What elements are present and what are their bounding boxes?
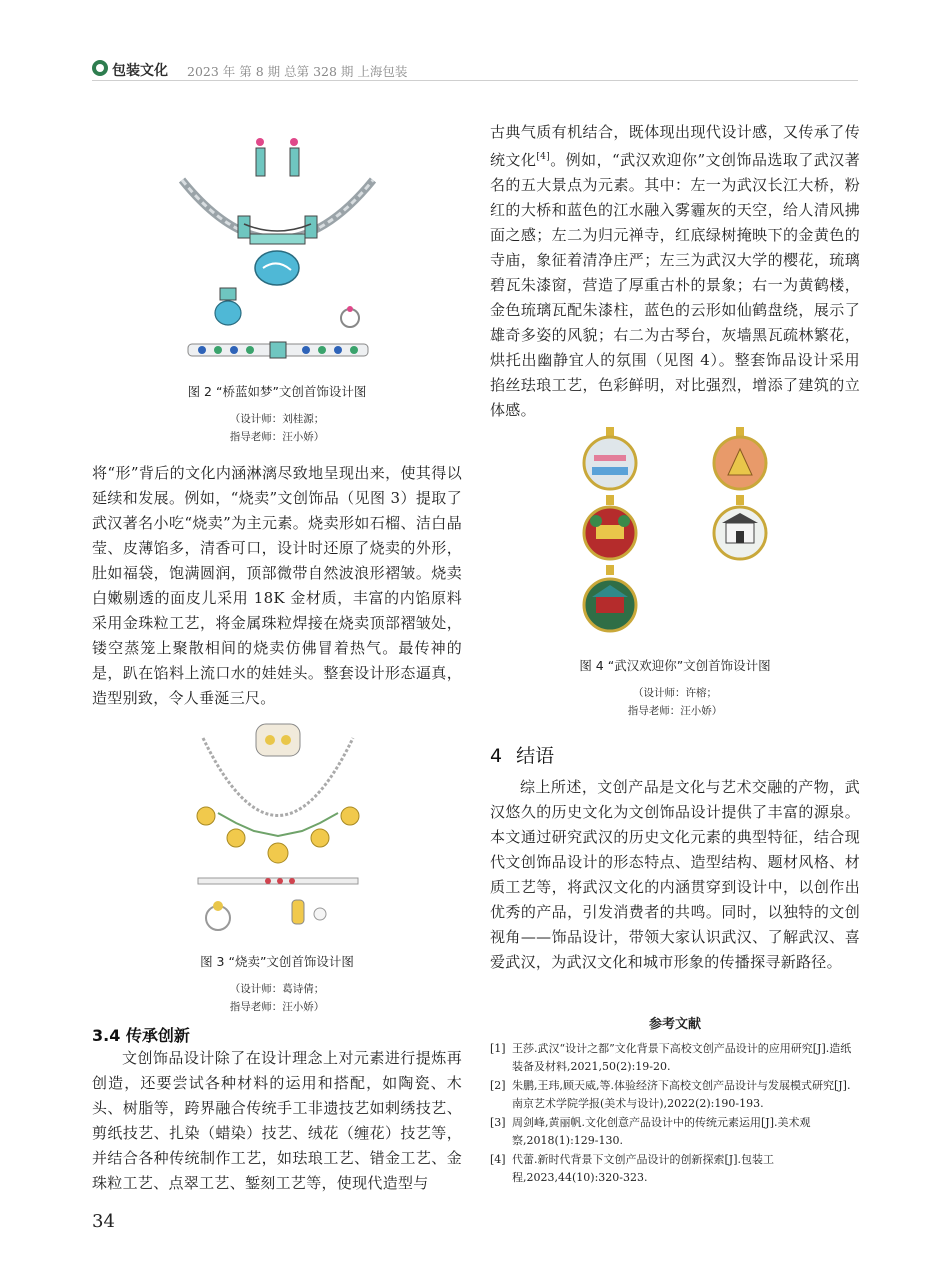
conclusion-text: 综上所述，文创产品是文化与艺术交融的产物，武汉悠久的历史文化为文创饰品设计提供了丰富的源泉。本文通过研究武汉的历史文化元素的典型特征，结合现代文创饰品设计的形态特点、造型结构、题材风格、材质工艺等，将武汉文化的内涵贯穿到设计中，以创作出优秀的产品，引发消费者的共鸣。同时，以独特的文创视角——饰品设计，带领大家认识武汉、了解武汉、喜爱武汉，为武汉文化和城市形象的传播探寻新路径。 [490,778,860,971]
pendant [255,251,299,285]
journal-logo-icon [92,60,108,76]
figure-2-credit [92,410,462,446]
reference-text: 周剑峰,黄丽帆.文化创意产品设计中的传统元素运用[J].美术观察,2018(1):129-130. [512,1116,811,1147]
references-list [490,1040,860,1188]
pendant-wuhan-university [584,565,636,631]
figure-4-advisor: 指导老师：汪小娇） [627,705,723,717]
reference-item [490,1040,860,1076]
shaomai-pendant [268,843,288,863]
figure-3-credit [92,980,462,1016]
section-4-label: 结语 [516,745,555,767]
body-paragraph-wuhan [490,120,860,423]
figure-4-image [580,425,780,645]
reference-text: 朱鹏,王玮,顾天威,等.体验经济下高校文创产品设计与发展模式研究[J].南京艺术学院学报(美术与设计),2022(2):190-193. [512,1079,851,1110]
section-name: 包装文化 [112,63,168,79]
section-3-4-title: 3.4 传承创新 [92,1026,190,1045]
figure-2-designer: （设计师：刘桂源； [229,413,325,425]
section-4-number: 4 [490,745,503,767]
figure-4-designer: （设计师：许榕； [633,687,717,699]
earring [292,900,304,924]
reference-number: [4] [490,1153,506,1166]
figure-2-caption: 图 2 “桥蓝如梦”文创首饰设计图 [187,384,367,399]
figure-4-credit [490,684,860,720]
figure-4-caption: 图 4 “武汉欢迎你”文创首饰设计图 [579,658,771,673]
reference-item [490,1114,860,1150]
section-3-4-text: 文创饰品设计除了在设计理念上对元素进行提炼再创造，还要尝试各种材料的运用和搭配，如陶瓷、木头、树脂等，跨界融合传统手工非遗技艺如剌绣技艺、剪纸技艺、扎染（蜡染）技艺、绒花（缠花）技艺等，并结合各种传统制作工艺，如珐琅工艺、错金工艺、金珠粒工艺、点翠工艺、錾刻工艺等，使现代造型与 [92,1049,462,1192]
reference-text: 代蕾.新时代背景下文创产品设计的创新探索[J].包装工程,2023,44(10):320-323. [512,1153,774,1184]
figure-3-image [188,718,368,943]
pendant-yangtze-bridge [584,427,636,489]
citation-4: [4] [536,152,551,162]
figure-2-advisor: 指导老师：汪小娇） [229,431,325,443]
running-header [92,58,858,81]
reference-number: [1] [490,1042,506,1055]
reference-item [490,1077,860,1113]
figure-3-advisor: 指导老师：汪小娇） [229,1001,325,1013]
page-number: 34 [92,1211,115,1232]
reference-number: [3] [490,1116,506,1129]
pendant-yellow-crane-tower [714,427,766,489]
pendant-small [215,301,241,325]
pendant-guqin-terrace [714,495,766,559]
body-text-part2: 。例如，“武汉欢迎你”文创饰品选取了武汉著名的五大景点为元素。其中：左一为武汉长江大桥，粉红的大桥和蓝色的江水融入雾霾灰的天空，给人清风拂面之感；左二为归元禅寺，红底绿树掩映下的金黄色的寺庙，象征着清净庄严；左三为武汉大学的樱花，琉璃碧瓦朱漆窗，营造了厚重古朴的景象；右一为黄鹤楼，金色琉璃瓦配朱漆柱，蓝色的云形如仙鹤盘绕，展示了雄奇多姿的风貌；右二为古琴台，灰墙黑瓦疏林繁花，烘托出幽静宜人的氛围（见图 4）。整套饰品设计采用掐丝珐琅工艺，色彩鲜明，对比强烈，增添了建筑的立体感。 [490,151,860,419]
pendant-guiyuan-temple [584,495,636,559]
section-4-title [490,741,554,768]
earring-left [256,148,265,176]
earring-right [290,148,299,176]
reference-number: [2] [490,1079,506,1092]
figure-3-designer: （设计师：葛诗倩； [229,983,325,995]
reference-text: 王莎.武汉“设计之都”文化背景下高校文创产品设计的应用研究[J].造纸装备及材料,2021,50(2):19-20. [512,1042,852,1073]
reference-item [490,1151,860,1187]
references-title: 参考文献 [648,1017,701,1032]
issue-info: 2023 年 第 8 期 总第 328 期 上海包装 [187,64,408,79]
steamer-box [256,724,300,756]
body-text-part1: 古典气质有机结合，既体现出现代设计感，又传承了传统文化 [490,123,860,169]
figure-2-image [170,118,385,368]
body-paragraph-shaomai: 将“形”背后的文化内涵淋漓尽致地呈现出来，使其得以延续和发展。例如，“烧卖”文创饰品（见图 3）提取了武汉著名小吃“烧卖”为主元素。烧卖形如石榴、洁白晶莹、皮薄馅多，清香可口，设计时还原了烧卖的外形，肚如福袋，饱满圆润，顶部微带自然波浪形褶皱。烧卖白嫩剔透的面皮儿采用 18K 金材质，丰富的内馅原料采用金珠粒工艺，将金属珠粒焊接在烧卖顶部褶皱处，镂空蒸笼上聚散相间的烧卖仿佛冒着热气。最传神的是，趴在馅料上流口水的娃娃头。整套设计形态逼真，造型别致，令人垂涎三尺。 [92,464,462,707]
figure-3-caption: 图 3 “烧卖”文创首饰设计图 [200,954,354,969]
